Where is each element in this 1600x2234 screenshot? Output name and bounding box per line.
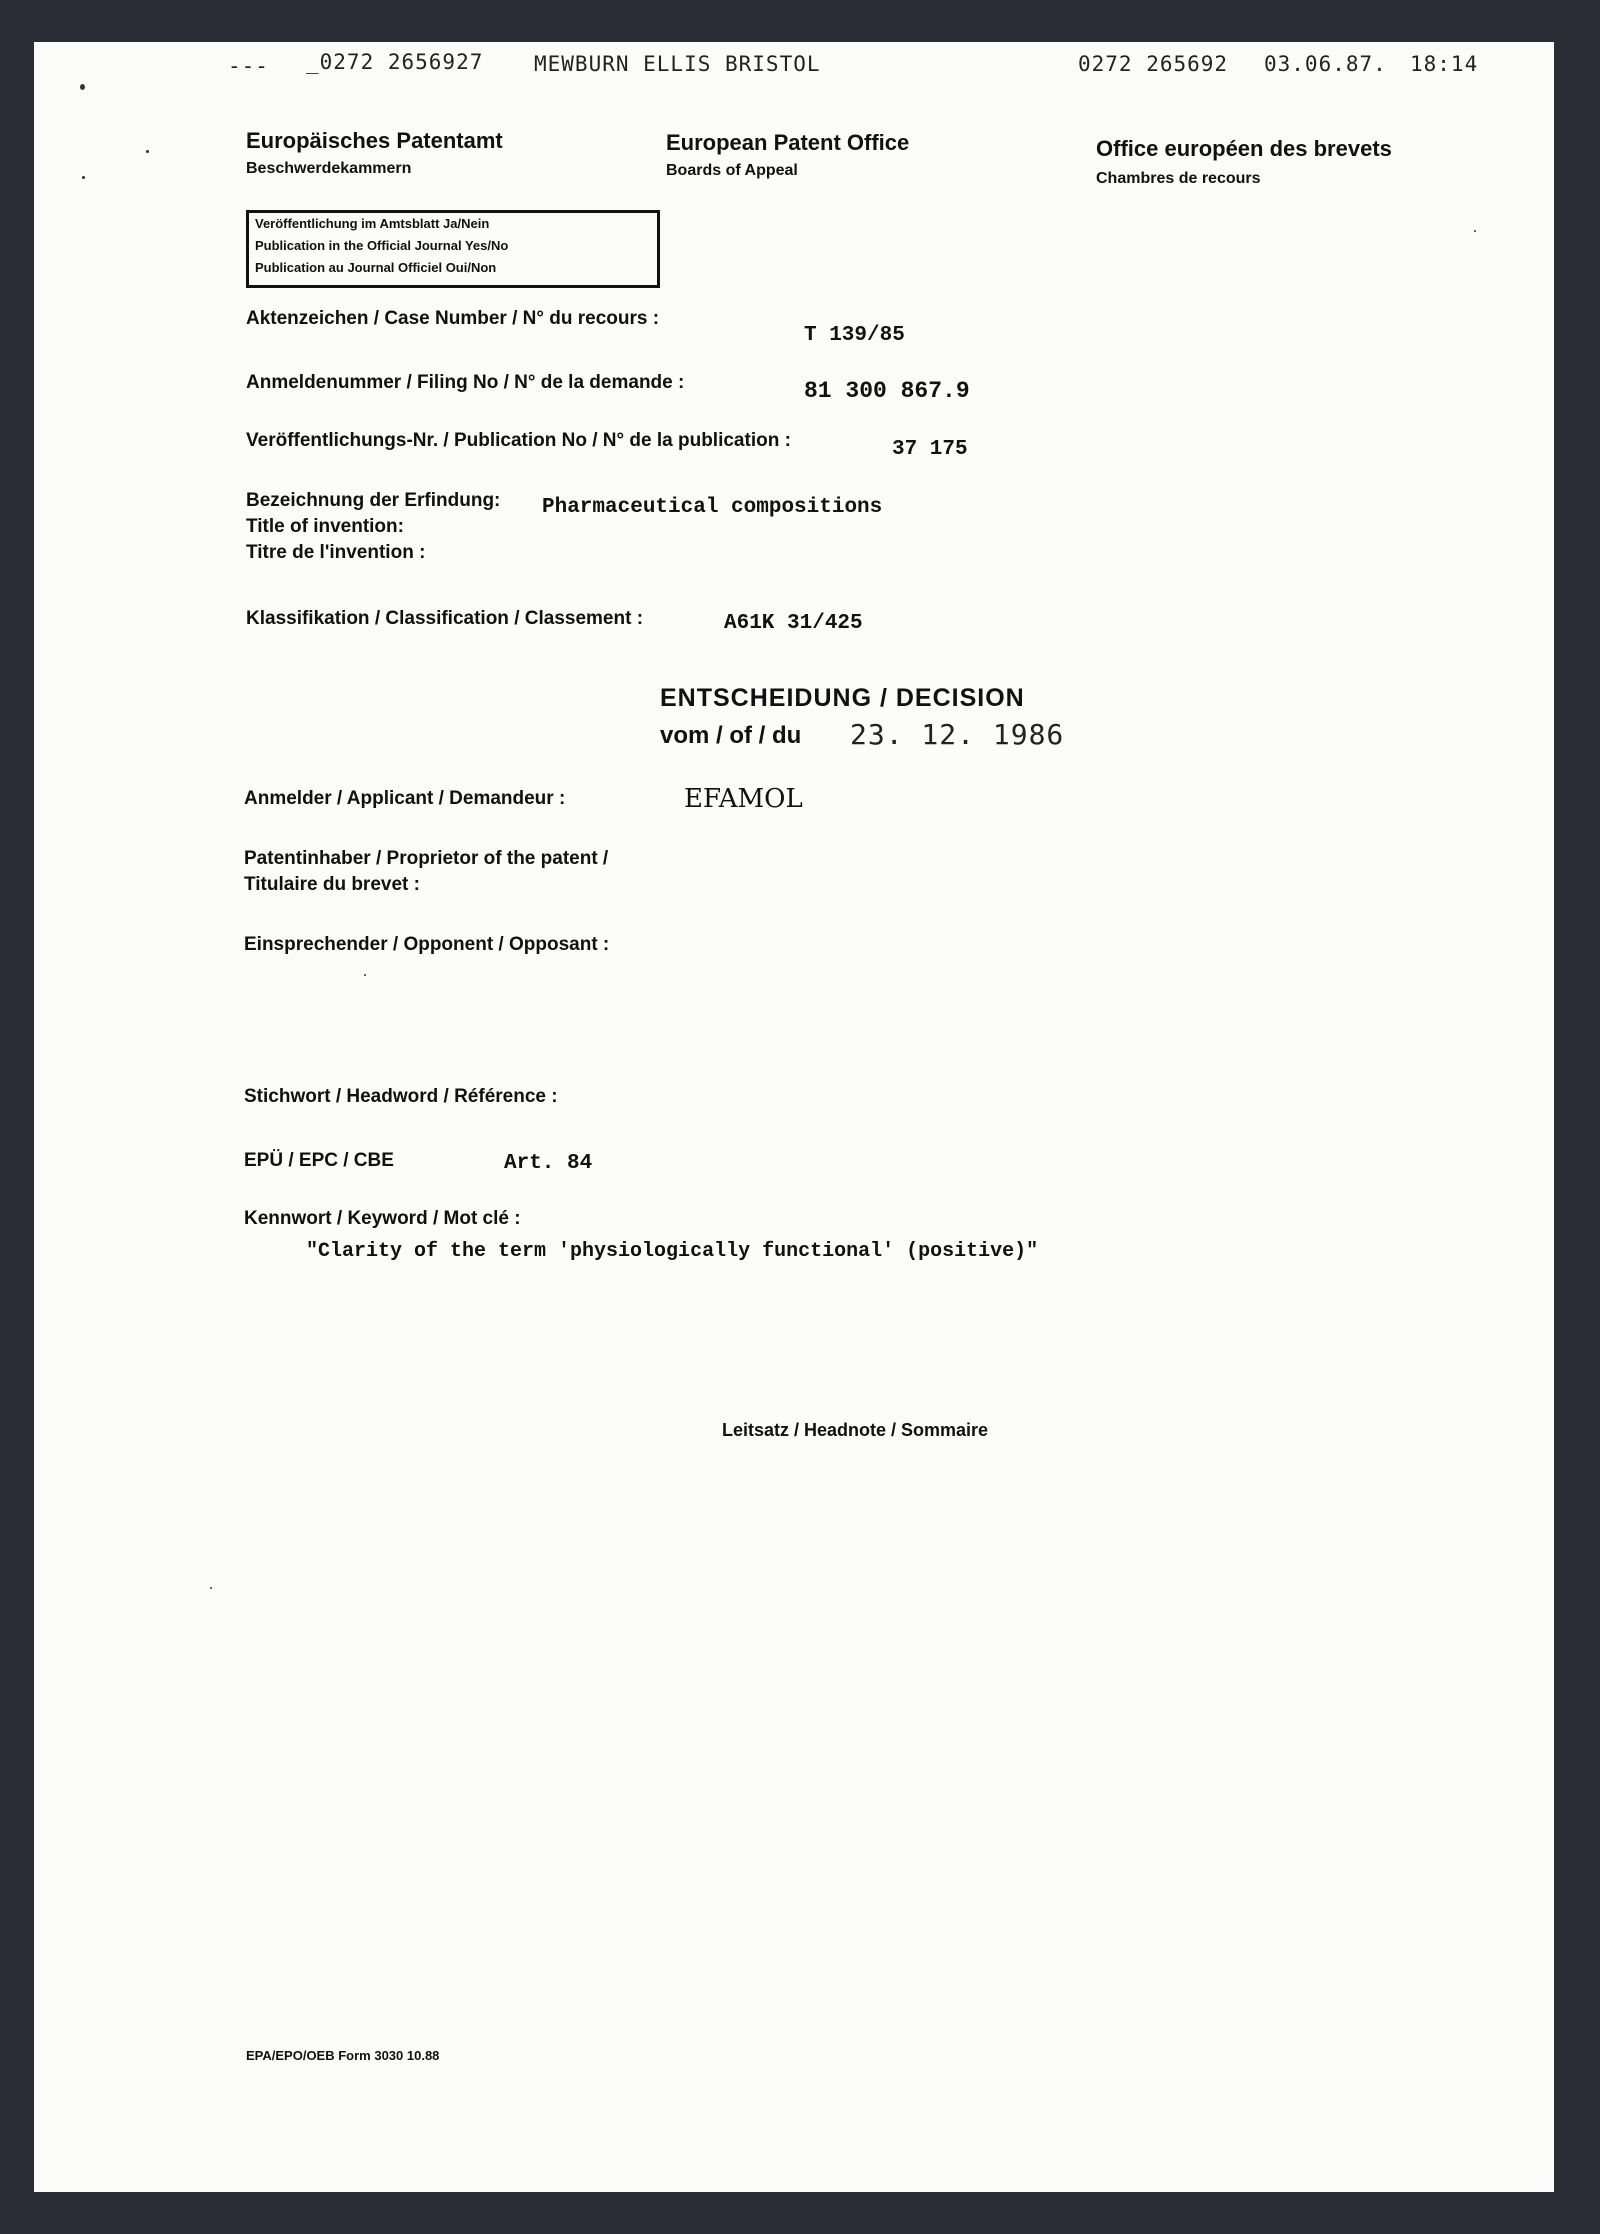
speck [364,974,366,976]
fax-sender: MEWBURN ELLIS BRISTOL [534,52,821,76]
fax-to-number: 0272 265692 [1078,52,1229,76]
filing-no-value: 81 300 867.9 [804,378,970,404]
filing-no-label: Anmeldenummer / Filing No / N° de la demande : [246,372,685,393]
office-board-de: Beschwerdekammern [246,160,412,177]
fax-from-number: _0272 2656927 [306,50,484,74]
office-board-fr: Chambres de recours [1096,170,1261,187]
applicant-label: Anmelder / Applicant / Demandeur : [244,788,566,809]
office-name-en: European Patent Office [666,130,910,155]
proprietor-label-2: Titulaire du brevet : [244,874,420,895]
margin-mark [80,84,85,90]
office-name-de: Europäisches Patentamt [246,128,503,153]
margin-mark [146,150,149,153]
headnote-label: Leitsatz / Headnote / Sommaire [722,1420,989,1440]
fax-time: 18:14 [1410,52,1479,76]
speck [210,1587,212,1589]
classification-label: Klassifikation / Classification / Classement : [246,608,644,629]
keyword-value: "Clarity of the term 'physiologically functional' (positive)" [306,1240,1039,1263]
headword-label: Stichwort / Headword / Référence : [244,1086,558,1107]
decision-heading: ENTSCHEIDUNG / DECISION [660,684,1025,712]
form-id: EPA/EPO/OEB Form 3030 10.88 [246,2048,440,2063]
proprietor-label-1: Patentinhaber / Proprietor of the patent / [244,848,609,869]
title-label-de: Bezeichnung der Erfindung: [246,490,501,511]
fax-dashes: --- [228,54,269,78]
opponent-label: Einsprechender / Opponent / Opposant : [244,934,610,955]
speck [1474,230,1476,232]
publication-no-value: 37 175 [892,438,968,461]
publication-no-label: Veröffentlichungs-Nr. / Publication No / N° de la publication : [246,430,791,451]
epc-article: Art. 84 [504,1152,593,1175]
classification-value: A61K 31/425 [724,612,863,635]
office-board-en: Boards of Appeal [666,162,798,179]
decision-date: 23. 12. 1986 [850,718,1065,751]
case-number-label: Aktenzeichen / Case Number / N° du recours : [246,308,660,329]
keyword-label: Kennwort / Keyword / Mot clé : [244,1208,521,1229]
publication-line-en: Publication in the Official Journal Yes/No [255,238,509,253]
title-value: Pharmaceutical compositions [542,496,883,519]
fax-date: 03.06.87. [1264,52,1387,76]
epc-label: EPÜ / EPC / CBE [244,1150,394,1171]
publication-line-fr: Publication au Journal Officiel Oui/Non [255,260,497,275]
applicant-value: EFAMOL [684,784,803,814]
office-name-fr: Office européen des brevets [1096,136,1392,161]
margin-mark [82,176,85,179]
publication-line-de: Veröffentlichung im Amtsblatt Ja/Nein [255,216,490,231]
title-label-en: Title of invention: [246,516,404,537]
publication-box [246,210,660,288]
decision-date-label: vom / of / du [660,722,802,749]
document-page [34,42,1554,2192]
case-number-value: T 139/85 [804,324,905,347]
title-label-fr: Titre de l'invention : [246,542,426,563]
